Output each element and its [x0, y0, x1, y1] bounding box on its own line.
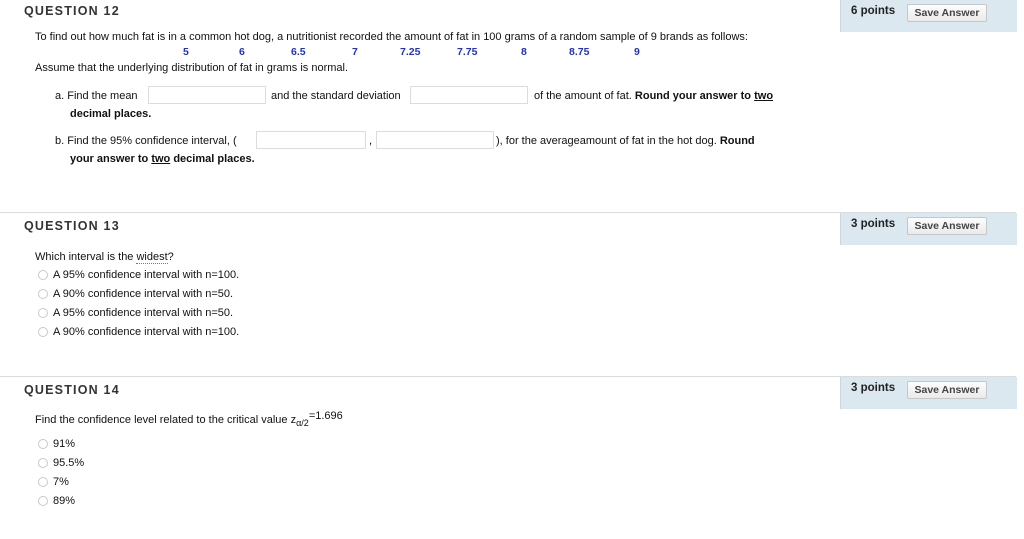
option-radio[interactable] [38, 439, 48, 449]
part-a-instructions [534, 90, 773, 102]
question-title: QUESTION 14 [24, 383, 120, 397]
part-a-round: Round your answer to [634, 90, 752, 102]
option-radio[interactable] [38, 289, 48, 299]
data-value: 7.75 [457, 46, 478, 58]
points-label: 6 points [851, 5, 896, 17]
save-answer-button[interactable]: Save Answer [907, 381, 987, 399]
data-value: 8.75 [569, 46, 590, 58]
option-label: A 90% confidence interval with n=50. [53, 288, 234, 300]
question-13-header [0, 212, 1016, 248]
assumption-text: Assume that the underlying distribution of fat in grams is normal. [35, 62, 349, 74]
question-text [35, 251, 174, 263]
data-value: 7 [352, 46, 358, 58]
points-label: 3 points [851, 218, 896, 230]
ci-comma: , [369, 135, 373, 147]
prompt-subscript: α/2 [296, 418, 309, 429]
part-a-sd-label: and the standard deviation [271, 90, 401, 102]
option-label: 95.5% [53, 457, 85, 469]
option-label: A 90% confidence interval with n=100. [53, 326, 240, 338]
save-answer-button[interactable]: Save Answer [907, 217, 987, 235]
prompt-post: =1.696 [308, 410, 343, 422]
question-text: To find out how much fat is in a common hot dog, a nutritionist recorded the amount of fat in 100 grams of a random sample of 9 brands as follows: [35, 31, 748, 43]
standard-deviation-input[interactable] [410, 86, 528, 104]
part-a-decimal: decimal places. [70, 108, 152, 120]
question-14-header [0, 376, 1016, 412]
option-radio[interactable] [38, 308, 48, 318]
data-value: 6 [239, 46, 245, 58]
part-a-two: two [754, 90, 774, 102]
part-b-your: your answer to [70, 153, 149, 165]
mean-input[interactable] [148, 86, 266, 104]
option-radio[interactable] [38, 327, 48, 337]
prompt-emphasis: widest [136, 251, 168, 263]
part-a-of-amount: of the amount of fat. [534, 90, 632, 102]
data-value: 9 [634, 46, 640, 58]
part-b-round: Round [719, 135, 755, 147]
option-label: A 95% confidence interval with n=100. [53, 269, 240, 281]
question-text [35, 410, 343, 429]
option-radio[interactable] [38, 477, 48, 487]
part-b-two: two [151, 153, 171, 165]
points-panel [840, 377, 1017, 409]
data-value: 5 [183, 46, 189, 58]
ci-lower-input[interactable] [256, 131, 366, 149]
question-title: QUESTION 13 [24, 219, 120, 233]
save-answer-button[interactable]: Save Answer [907, 4, 987, 22]
option-label: A 95% confidence interval with n=50. [53, 307, 234, 319]
option-label: 7% [53, 476, 69, 488]
question-title: QUESTION 12 [24, 4, 120, 18]
part-b-for-avg: ), for the averageamount of fat in the hot dog. [496, 135, 717, 147]
part-a-label: a. Find the mean [55, 90, 138, 102]
data-value: 7.25 [400, 46, 421, 58]
data-value: 6.5 [291, 46, 306, 58]
option-radio[interactable] [38, 270, 48, 280]
points-panel [840, 0, 1017, 32]
option-label: 91% [53, 438, 76, 450]
points-label: 3 points [851, 382, 896, 394]
prompt-post: ? [167, 251, 174, 263]
option-radio[interactable] [38, 458, 48, 468]
prompt-pre: Which interval is the [35, 251, 137, 263]
part-b-decimal: decimal places. [173, 153, 255, 165]
part-b-instructions [496, 135, 755, 147]
option-label: 89% [53, 495, 76, 507]
points-panel [840, 213, 1017, 245]
part-b-label: b. Find the 95% confidence interval, ( [55, 135, 237, 147]
option-radio[interactable] [38, 496, 48, 506]
ci-upper-input[interactable] [376, 131, 494, 149]
prompt-pre: Find the confidence level related to the critical value z [35, 414, 297, 426]
data-value: 8 [521, 46, 527, 58]
part-b-decimal-line [70, 153, 255, 165]
